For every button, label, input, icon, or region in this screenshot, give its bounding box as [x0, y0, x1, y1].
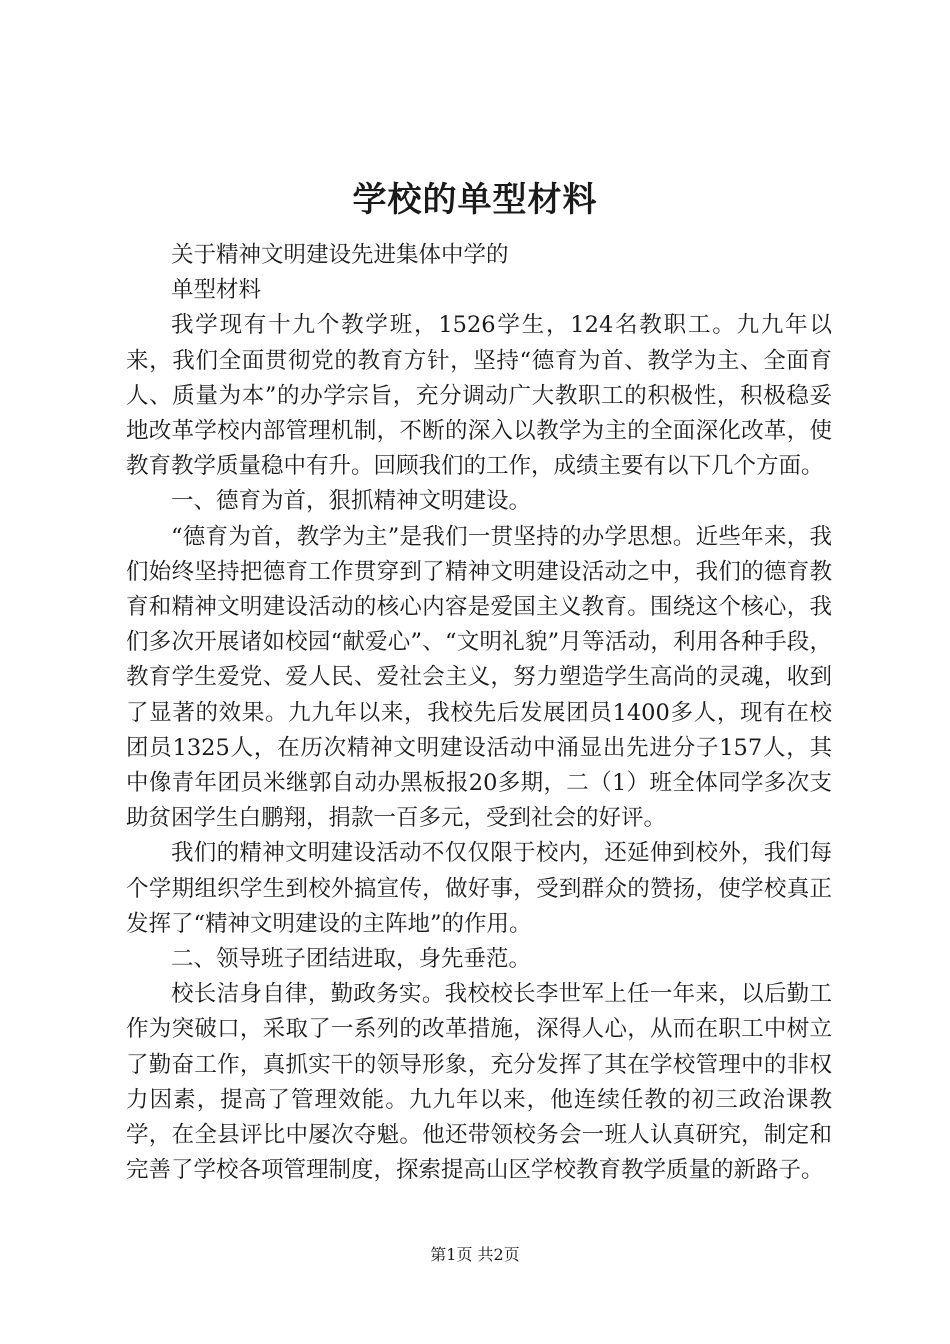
paragraph: “德育为首，教学为主”是我们一贯坚持的办学思想。近些年来，我们始终坚持把德育工作贯穿到了精神文明建设活动之中，我们的德育教育和精神文明建设活动的核心内容是爱国主义教育。围绕这个核心，我们多次开展诸如校园“献爱心”、“文明礼貌”月等活动，利用各种手段，教育学生爱党、爱人民、爱社会主义，努力塑造学生高尚的灵魂，收到了显著的效果。九九年以来，我校先后发展团员1400多人，现有在校团员1325人，在历次精神文明建设活动中涌显出先进分子157人，其中像青年团员米继郭自动办黑板报20多期，二（1）班全体同学多次支助贫困学生白鹏翔，捐款一百多元，受到社会的好评。 — [126, 523, 832, 832]
paragraph: 单型材料 — [171, 277, 262, 304]
paragraph: 我们的精神文明建设活动不仅仅限于校内，还延伸到校外，我们每个学期组织学生到校外搞宣传，做好事，受到群众的赞扬，使学校真正发挥了“精神文明建设的主阵地”的作用。 — [126, 840, 832, 937]
paragraph: 关于精神文明建设先进集体中学的 — [171, 242, 509, 268]
document-body — [126, 238, 832, 1188]
page-footer: 第1页 共2页 — [430, 1245, 520, 1264]
section-heading: 一、德育为首，狠抓精神文明建设。 — [171, 488, 532, 515]
section-heading: 二、领导班子团结进取，身先垂范。 — [171, 946, 532, 973]
paragraph: 我学现有十九个教学班，1526学生，124名教职工。九九年以来，我们全面贯彻党的教育方针，坚持“德育为首、教学为主、全面育人、质量为本”的办学宗旨，充分调动广大教职工的积极性，积极稳妥地改革学校内部管理机制，不断的深入以教学为主的全面深化改革，使教育教学质量稳中有升。回顾我们的工作，成绩主要有以下几个方面。 — [126, 312, 832, 480]
paragraph: 校长洁身自律，勤政务实。我校校长李世军上任一年来，以后勤工作为突破口，采取了一系列的改革措施，深得人心，从而在职工中树立了勤奋工作，真抓实干的领导形象，充分发挥了其在学校管理中的非权力因素，提高了管理效能。九九年以来，他连续任教的初三政治课教学，在全县评比中屡次夺魁。他还带领校务会一班人认真研究，制定和完善了学校各项管理制度，探索提高山区学校教育教学质量的新路子。 — [126, 981, 832, 1184]
document-title: 学校的单型材料 — [352, 180, 598, 220]
